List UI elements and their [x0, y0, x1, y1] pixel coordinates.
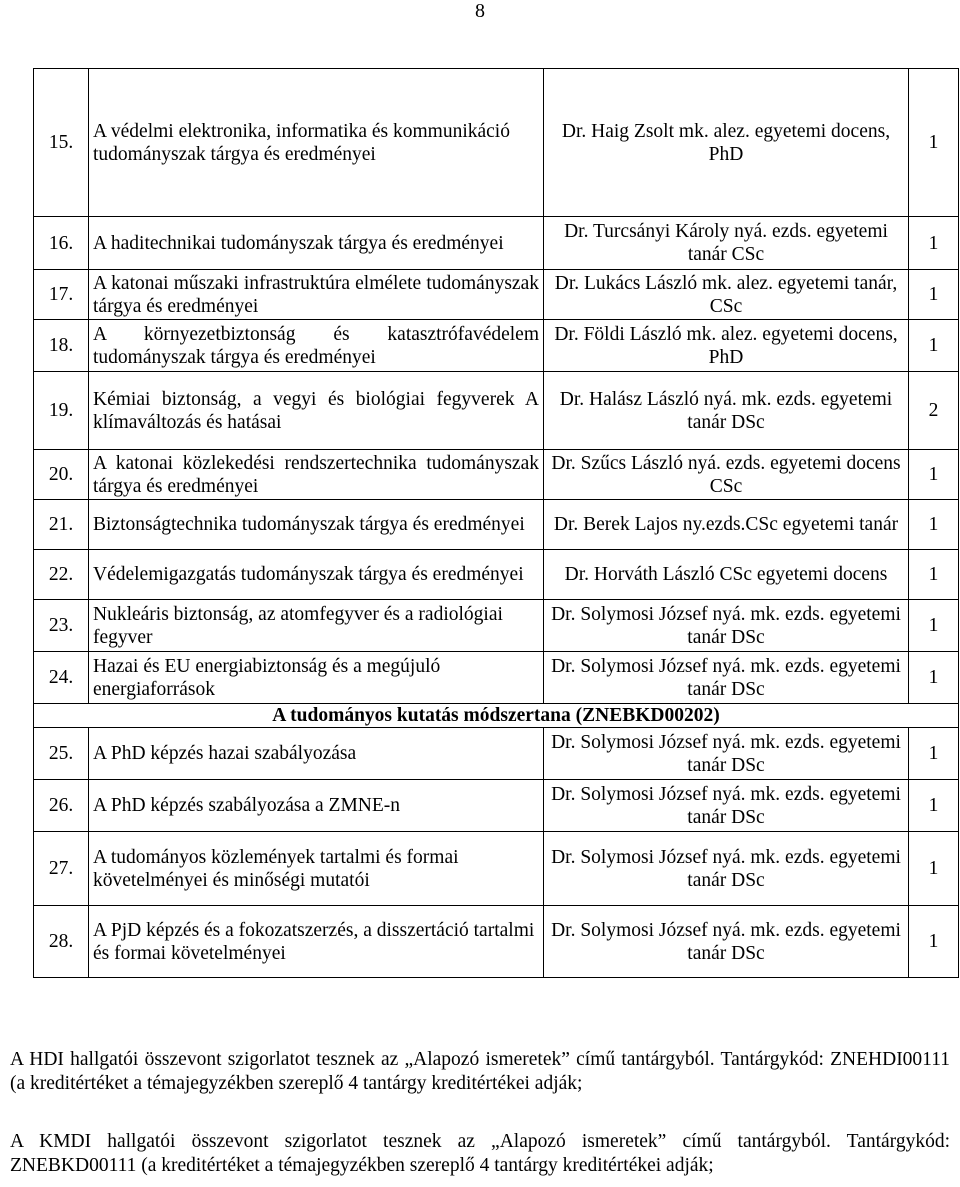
course-title: A PhD képzés hazai szabályozása — [89, 728, 544, 780]
course-title: A PjD képzés és a fokozatszerzés, a disszertáció tartalmi és formai követelményei — [89, 906, 544, 978]
table-row — [34, 270, 959, 320]
credit-value: 1 — [909, 780, 959, 832]
table-row — [34, 600, 959, 652]
note-hdi: A HDI hallgatói összevont szigorlatot tesznek az „Alapozó ismeretek” című tantárgyból. Tantárgykód: ZNEHDI00111 (a kreditértéket a témajegyzékben szereplő 4 tantárgy kreditértékei adják; — [10, 1048, 950, 1094]
table-row — [34, 780, 959, 832]
credit-value: 1 — [909, 217, 959, 270]
course-title: Nukleáris biztonság, az atomfegyver és a radiológiai fegyver — [89, 600, 544, 652]
table-row — [34, 320, 959, 372]
table-row — [34, 832, 959, 906]
instructor: Dr. Földi László mk. alez. egyetemi docens, PhD — [544, 320, 909, 372]
credit-value: 2 — [909, 372, 959, 450]
course-title: A védelmi elektronika, informatika és kommunikáció tudományszak tárgya és eredményei — [89, 69, 544, 217]
note-kmdi: A KMDI hallgatói összevont szigorlatot tesznek az „Alapozó ismeretek” című tantárgyból. Tantárgykód: ZNEBKD00111 (a kreditértéket a témajegyzékben szereplő 4 tantárgy kreditértékei adják; — [10, 1130, 950, 1176]
section-header: A tudományos kutatás módszertana (ZNEBKD00202) — [34, 704, 959, 728]
table-row — [34, 652, 959, 704]
row-number: 22. — [34, 550, 89, 600]
credit-value: 1 — [909, 270, 959, 320]
course-title: Hazai és EU energiabiztonság és a megújuló energiaforrások — [89, 652, 544, 704]
credit-value: 1 — [909, 728, 959, 780]
section-header-row — [34, 704, 959, 728]
instructor: Dr. Lukács László mk. alez. egyetemi tanár, CSc — [544, 270, 909, 320]
credit-value: 1 — [909, 550, 959, 600]
row-number: 21. — [34, 500, 89, 550]
course-table — [33, 68, 959, 978]
table-row — [34, 69, 959, 217]
instructor: Dr. Solymosi József nyá. mk. ezds. egyetemi tanár DSc — [544, 780, 909, 832]
course-title: A tudományos közlemények tartalmi és formai követelményei és minőségi mutatói — [89, 832, 544, 906]
instructor: Dr. Horváth László CSc egyetemi docens — [544, 550, 909, 600]
table-row — [34, 450, 959, 500]
instructor: Dr. Solymosi József nyá. mk. ezds. egyetemi tanár DSc — [544, 600, 909, 652]
row-number: 20. — [34, 450, 89, 500]
table-row — [34, 728, 959, 780]
table-row — [34, 906, 959, 978]
row-number: 24. — [34, 652, 89, 704]
credit-value: 1 — [909, 906, 959, 978]
course-title: A katonai közlekedési rendszertechnika tudományszak tárgya és eredményei — [89, 450, 544, 500]
instructor: Dr. Turcsányi Károly nyá. ezds. egyetemi tanár CSc — [544, 217, 909, 270]
credit-value: 1 — [909, 450, 959, 500]
course-title: Védelemigazgatás tudományszak tárgya és eredményei — [89, 550, 544, 600]
table-row — [34, 217, 959, 270]
instructor: Dr. Solymosi József nyá. mk. ezds. egyetemi tanár DSc — [544, 906, 909, 978]
instructor: Dr. Solymosi József nyá. mk. ezds. egyetemi tanár DSc — [544, 728, 909, 780]
row-number: 28. — [34, 906, 89, 978]
credit-value: 1 — [909, 500, 959, 550]
credit-value: 1 — [909, 320, 959, 372]
row-number: 27. — [34, 832, 89, 906]
instructor: Dr. Solymosi József nyá. mk. ezds. egyetemi tanár DSc — [544, 652, 909, 704]
course-title: A katonai műszaki infrastruktúra elmélete tudományszak tárgya és eredményei — [89, 270, 544, 320]
row-number: 25. — [34, 728, 89, 780]
row-number: 15. — [34, 69, 89, 217]
table-row — [34, 372, 959, 450]
course-title: A környezetbiztonság és katasztrófavédelem tudományszak tárgya és eredményei — [89, 320, 544, 372]
instructor: Dr. Solymosi József nyá. mk. ezds. egyetemi tanár DSc — [544, 832, 909, 906]
instructor: Dr. Berek Lajos ny.ezds.CSc egyetemi tanár — [544, 500, 909, 550]
instructor: Dr. Haig Zsolt mk. alez. egyetemi docens, PhD — [544, 69, 909, 217]
row-number: 19. — [34, 372, 89, 450]
row-number: 26. — [34, 780, 89, 832]
credit-value: 1 — [909, 600, 959, 652]
instructor: Dr. Halász László nyá. mk. ezds. egyetemi tanár DSc — [544, 372, 909, 450]
page-number: 8 — [475, 0, 485, 22]
course-title: Biztonságtechnika tudományszak tárgya és eredményei — [89, 500, 544, 550]
row-number: 18. — [34, 320, 89, 372]
credit-value: 1 — [909, 69, 959, 217]
table-row — [34, 500, 959, 550]
table-row — [34, 550, 959, 600]
row-number: 16. — [34, 217, 89, 270]
course-title: A haditechnikai tudományszak tárgya és eredményei — [89, 217, 544, 270]
course-title: A PhD képzés szabályozása a ZMNE-n — [89, 780, 544, 832]
row-number: 17. — [34, 270, 89, 320]
credit-value: 1 — [909, 652, 959, 704]
row-number: 23. — [34, 600, 89, 652]
instructor: Dr. Szűcs László nyá. ezds. egyetemi docens CSc — [544, 450, 909, 500]
credit-value: 1 — [909, 832, 959, 906]
course-title: Kémiai biztonság, a vegyi és biológiai fegyverek A klímaváltozás és hatásai — [89, 372, 544, 450]
